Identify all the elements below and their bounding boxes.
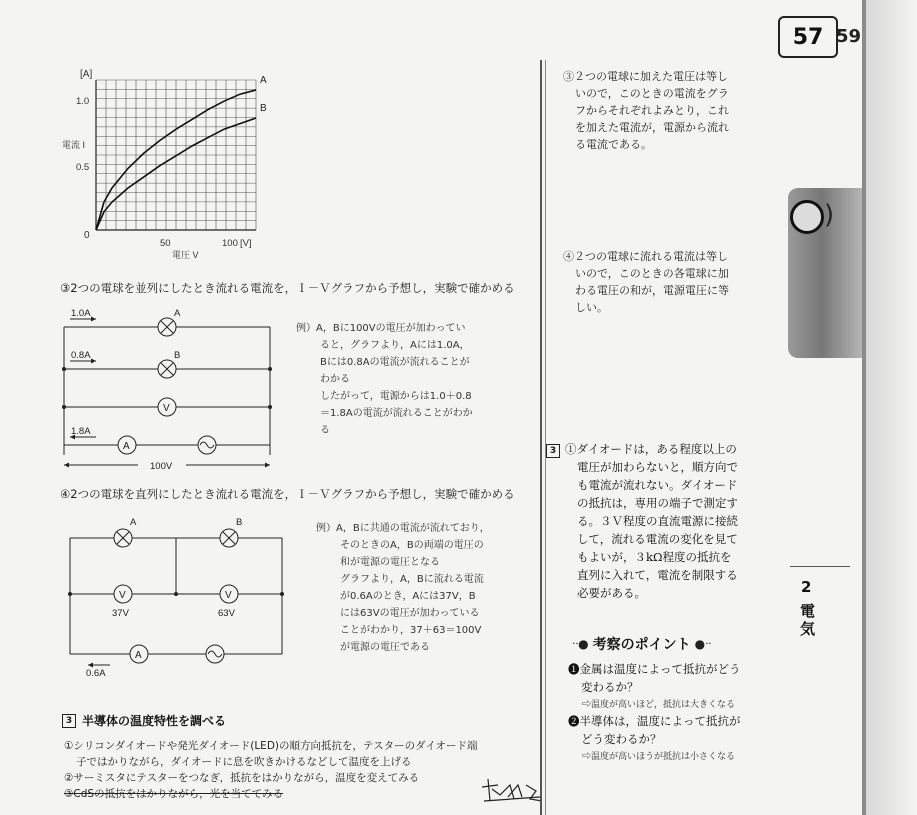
semiconductor-item: ②サーミスタにテスターをつなぎ，抵抗をはかりながら，温度を変えてみる	[64, 772, 420, 784]
voltage-label: 100V	[150, 461, 173, 472]
series-lamp-a-label: A	[130, 517, 137, 528]
example1-line: る	[320, 425, 330, 436]
points-deco-left-icon: ᐧᐧ●	[572, 637, 589, 651]
example2-line: グラフより，A，Bに流れる電流	[340, 574, 484, 585]
point-1-answer: ⇨温度が高いほど，抵抗は大きくなる	[582, 699, 736, 709]
point-2-line: どう変わるか？	[581, 732, 662, 746]
note-4	[563, 248, 773, 316]
right-edge-shade	[866, 0, 917, 815]
note-3-line: ③２つの電球に加えた電圧は等し	[563, 70, 728, 83]
point-1-line: ❶金属は温度によって抵抗がどう	[568, 662, 741, 676]
example1	[296, 320, 506, 439]
section3-title: ③2つの電球を並列にしたとき流れる電流を，Ｉ－Ｖグラフから予想し，実験で確かめる	[60, 281, 515, 295]
y-axis-label: 電流 I	[62, 140, 86, 150]
voltmeter-symbol: V	[163, 403, 170, 414]
y-tick-05: 0.5	[76, 162, 90, 173]
series-label-b: B	[260, 103, 267, 114]
chapter-number: 2	[801, 578, 812, 596]
note-4-line: いので，このときの各電球に加	[575, 267, 729, 280]
note-diode-line: る。３Ｖ程度の直流電源に接続	[577, 514, 738, 528]
chapter-rule	[790, 566, 850, 567]
example2-line: 例）A，Bに共通の電流が流れており，	[316, 523, 490, 534]
points-list	[568, 660, 778, 764]
example1-line: わかる	[320, 374, 350, 385]
parallel-circuit	[58, 305, 288, 475]
section4-title: ④2つの電球を直列にしたとき流れる電流を，Ｉ－Ｖグラフから予想し，実験で確かめる	[60, 487, 515, 501]
x-tick-100: 100	[222, 238, 238, 249]
example1-line: したがって，電源からは1.0＋0.8	[320, 391, 472, 402]
note-diode-line: 電圧が加わらないと，順方向で	[577, 460, 738, 474]
y-unit-label: [A]	[80, 69, 93, 80]
current-total-label: 1.8A	[71, 426, 91, 437]
lamp-b-label: B	[174, 350, 181, 361]
note-3-line: いので，このときの電流をグラ	[575, 87, 729, 100]
note-3-line: フからそれぞれよみとり，これ	[575, 104, 729, 117]
current-b-label: 0.8A	[71, 350, 91, 361]
lamp-a-label: A	[174, 308, 181, 319]
series-ammeter-symbol: A	[135, 650, 142, 661]
points-deco-right-icon: ●ᐧᐧ	[694, 637, 712, 651]
point-1-line: 変わるか？	[581, 680, 639, 694]
note-diode	[565, 440, 775, 602]
note-diode-number: 3	[546, 444, 560, 458]
voltmeter-b-symbol: V	[225, 590, 232, 601]
example2-line: には63Vの電圧が加わっている	[340, 608, 480, 619]
semiconductor-title: 半導体の温度特性を調べる	[82, 714, 227, 728]
page-number-partial: 59	[836, 26, 862, 47]
example1-line: ＝1.8Aの電流が流れることがわか	[320, 408, 473, 419]
note-diode-line: 必要がある。	[577, 586, 646, 600]
ammeter-symbol: A	[123, 441, 130, 452]
semiconductor-item: 子ではかりながら，ダイオードに息を吹きかけるなどして温度を上げる	[76, 756, 412, 768]
semiconductor-item: ①シリコンダイオードや発光ダイオード(LED)の順方向抵抗を，テスターのダイオード端	[64, 740, 478, 752]
note-3	[563, 68, 773, 153]
handwritten-mark	[478, 775, 548, 807]
note-3-line: を加えた電流が，電源から流れ	[575, 121, 729, 134]
note-4-line: わる電圧の和が，電源電圧に等	[575, 284, 729, 297]
point-2-line: ❷半導体は，温度によって抵抗が	[568, 714, 741, 728]
points-heading	[572, 634, 711, 654]
example1-line: 例）A，Bに100Vの電圧が加わってい	[296, 323, 466, 334]
semiconductor-items	[64, 738, 534, 802]
note-4-line: ④２つの電球に流れる電流は等し	[563, 250, 728, 263]
points-heading-text: 考察のポイント	[592, 637, 691, 653]
side-tab-paren-icon: )	[824, 200, 835, 230]
example2-line: 和が電源の電圧となる	[340, 557, 440, 568]
iv-graph	[60, 60, 290, 265]
current-a-label: 1.0A	[71, 308, 91, 319]
chapter-name: 電気	[800, 602, 816, 638]
series-circuit	[60, 510, 300, 680]
column-divider	[540, 60, 542, 815]
note-diode-line: して，流れる電流の変化を見て	[577, 532, 738, 546]
note-diode-line: も電流が流れない。ダイオード	[577, 478, 738, 492]
note-diode-line: ①ダイオードは，ある程度以上の	[565, 442, 737, 456]
series-lamp-b-label: B	[236, 517, 243, 528]
example2-line: が電源の電圧である	[340, 642, 430, 653]
y-tick-1: 1.0	[76, 96, 90, 107]
example2-line: ことがわかり，37＋63＝100V	[340, 625, 482, 636]
origin-label: 0	[84, 230, 90, 241]
voltmeter-a-symbol: V	[119, 590, 126, 601]
example2-line: が0.6Aのとき，Aには37V，B	[340, 591, 476, 602]
x-axis-label: 電圧 V	[172, 250, 199, 260]
note-3-line: る電流である。	[575, 138, 652, 151]
x-tick-50: 50	[160, 238, 171, 249]
note-diode-line: の抵抗は，専用の端子で測定す	[577, 496, 738, 510]
side-tab-circle-icon	[790, 200, 824, 234]
example1-line: Bには0.8Aの電流が流れることが	[320, 357, 470, 368]
page-number-box	[778, 16, 838, 58]
note-diode-line: 直列に入れて，電流を制限する	[577, 568, 738, 582]
note-diode-line: もよいが，３kΩ程度の抵抗を	[577, 550, 732, 564]
example2	[316, 520, 516, 656]
x-unit-label: [V]	[240, 238, 252, 249]
note-4-line: しい。	[575, 301, 608, 314]
page-number: 57	[792, 24, 824, 50]
example1-line: ると，グラフより，Aには1.0A，	[320, 340, 470, 351]
column-divider-inner	[545, 60, 546, 815]
point-2-answer: ⇨温度が高いほうが抵抗は小さくなる	[582, 751, 736, 761]
semiconductor-item-struck: ③CdSの抵抗をはかりながら，光を当ててみる	[64, 788, 284, 800]
voltage-b-label: 63V	[218, 608, 235, 619]
semiconductor-heading	[62, 712, 226, 729]
series-label-a: A	[260, 75, 267, 86]
series-current-label: 0.6A	[86, 668, 106, 679]
section-number-box: 3	[62, 714, 76, 728]
example2-line: そのときのA，Bの両端の電圧の	[340, 540, 484, 551]
voltage-a-label: 37V	[112, 608, 129, 619]
